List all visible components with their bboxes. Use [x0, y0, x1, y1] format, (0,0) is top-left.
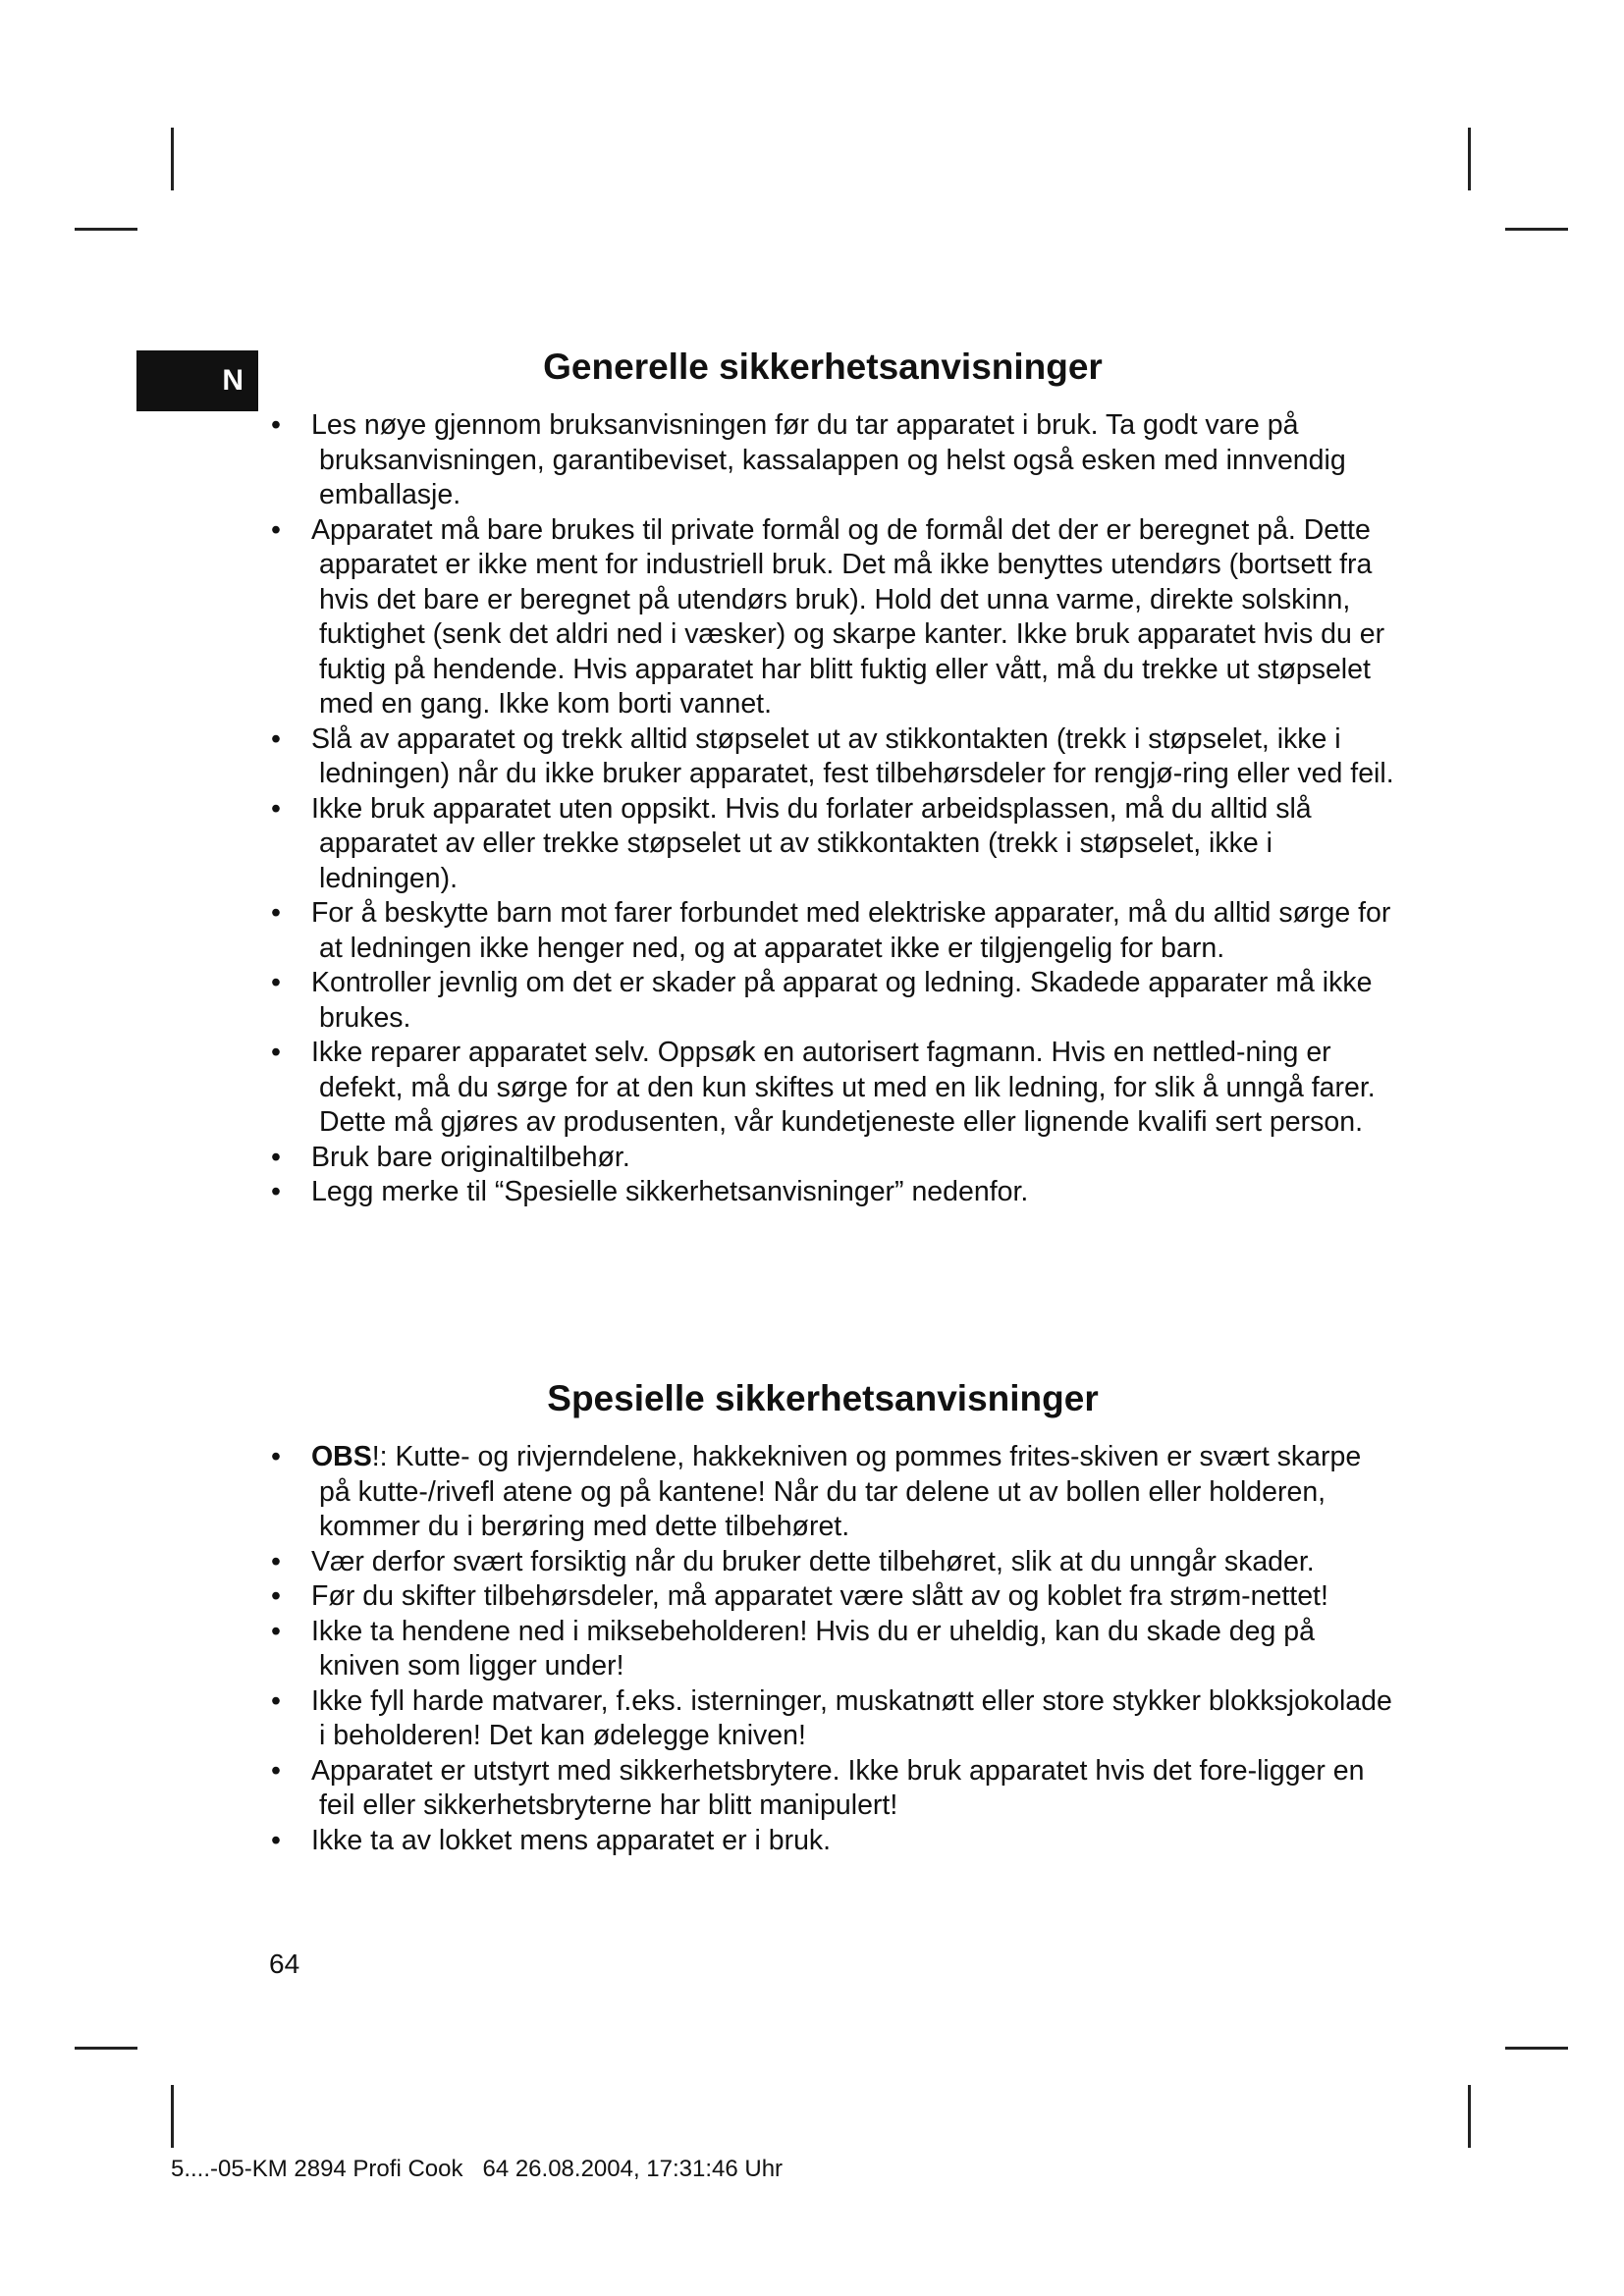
- list-item: • For å beskytte barn mot farer forbundet med elektriske apparater, må du alltid sørge for at ledningen ikke henger ned, og at apparatet ikke er tilgjengelig for barn.: [265, 896, 1394, 966]
- crop-mark-bottom-right-horizontal: [1505, 2047, 1568, 2050]
- general-safety-list: [265, 408, 1394, 1210]
- special-safety-title: Spesielle sikkerhetsanvisninger: [547, 1378, 1099, 1418]
- list-item: • Vær derfor svært forsiktig når du bruker dette tilbehøret, slik at du unngår skader.: [265, 1545, 1394, 1580]
- crop-mark-top-left-horizontal: [75, 228, 137, 231]
- list-item: • Ikke ta av lokket mens apparatet er i bruk.: [265, 1824, 1394, 1859]
- list-item: • Kontroller jevnlig om det er skader på apparat og ledning. Skadede apparater må ikke brukes.: [265, 966, 1394, 1036]
- general-safety-title: Generelle sikkerhetsanvisninger: [543, 347, 1103, 387]
- list-item: • Ikke fyll harde matvarer, f.eks. isterninger, muskatnøtt eller store stykker blokksjokolade i beholderen! Det kan ødelegge kniven!: [265, 1684, 1394, 1754]
- list-item: • Slå av apparatet og trekk alltid støpselet ut av stikkontakten (trekk i støpselet, ikke i ledningen) når du ikke bruker apparatet, fest tilbehørsdeler for rengjø-ring eller ved feil.: [265, 722, 1394, 792]
- list-item: • Ikke reparer apparatet selv. Oppsøk en autorisert fagmann. Hvis en nettled-ning er defekt, må du sørge for at den kun skiftes ut med en lik ledning, for slik å unngå farer. Dette må gjøres av produsenten, vår kundetjeneste eller lignende kvalifi sert person.: [265, 1036, 1394, 1141]
- list-item: • Apparatet er utstyrt med sikkerhetsbrytere. Ikke bruk apparatet hvis det fore-ligger en feil eller sikkerhetsbryterne har blitt manipulert!: [265, 1754, 1394, 1824]
- crop-mark-top-right-horizontal: [1505, 228, 1568, 231]
- crop-mark-bottom-left-vertical: [171, 2085, 174, 2148]
- language-tab: N: [136, 350, 258, 411]
- crop-mark-top-left-vertical: [171, 128, 174, 190]
- list-item: • Ikke bruk apparatet uten oppsikt. Hvis du forlater arbeidsplassen, må du alltid slå apparatet av eller trekke støpselet ut av stikkontakten (trekk i støpselet, ikke i ledningen).: [265, 792, 1394, 897]
- list-item-text: !: Kutte- og rivjerndelene, hakkekniven og pommes frites-skiven er svært skarpe på kutte-/rivefl atene og på kantene! Når du tar delene ut av bollen eller holderen, kommer du i berøring med dette tilbehøret.: [319, 1441, 1362, 1542]
- list-item: • Legg merke til “Spesielle sikkerhetsanvisninger” nedenfor.: [265, 1175, 1394, 1210]
- list-item: • Før du skifter tilbehørsdeler, må apparatet være slått av og koblet fra strøm-nettet!: [265, 1579, 1394, 1615]
- list-item: • Ikke ta hendene ned i miksebeholderen! Hvis du er uheldig, kan du skade deg på kniven som ligger under!: [265, 1615, 1394, 1684]
- list-item: • Apparatet må bare brukes til private formål og de formål det der er beregnet på. Dette apparatet er ikke ment for industriell bruk. Det må ikke benyttes utendørs (bortsett fra hvis det bare er beregnet på utendørs bruk). Hold det unna varme, direkte solskinn, fuktighet (senk det aldri ned i væsker) og skarpe kanter. Ikke bruk apparatet hvis du er fuktig på hendende. Hvis apparatet har blitt fuktig eller vått, må du trekke ut støpselet med en gang. Ikke kom borti vannet.: [265, 513, 1394, 722]
- list-item: [265, 1440, 1394, 1545]
- crop-mark-top-right-vertical: [1468, 128, 1471, 190]
- crop-mark-bottom-right-vertical: [1468, 2085, 1471, 2148]
- page-number: 64: [269, 1949, 300, 1979]
- special-safety-list: [265, 1440, 1394, 1858]
- crop-mark-bottom-left-horizontal: [75, 2047, 137, 2050]
- warning-label: OBS: [311, 1441, 372, 1472]
- list-item: • Les nøye gjennom bruksanvisningen før du tar apparatet i bruk. Ta godt vare på bruksanvisningen, garantibeviset, kassalappen og helst også esken med innvendig emballasje.: [265, 408, 1394, 513]
- list-item: • Bruk bare originaltilbehør.: [265, 1141, 1394, 1176]
- print-footer: 5....-05-KM 2894 Profi Cook 64 26.08.2004, 17:31:46 Uhr: [171, 2156, 784, 2182]
